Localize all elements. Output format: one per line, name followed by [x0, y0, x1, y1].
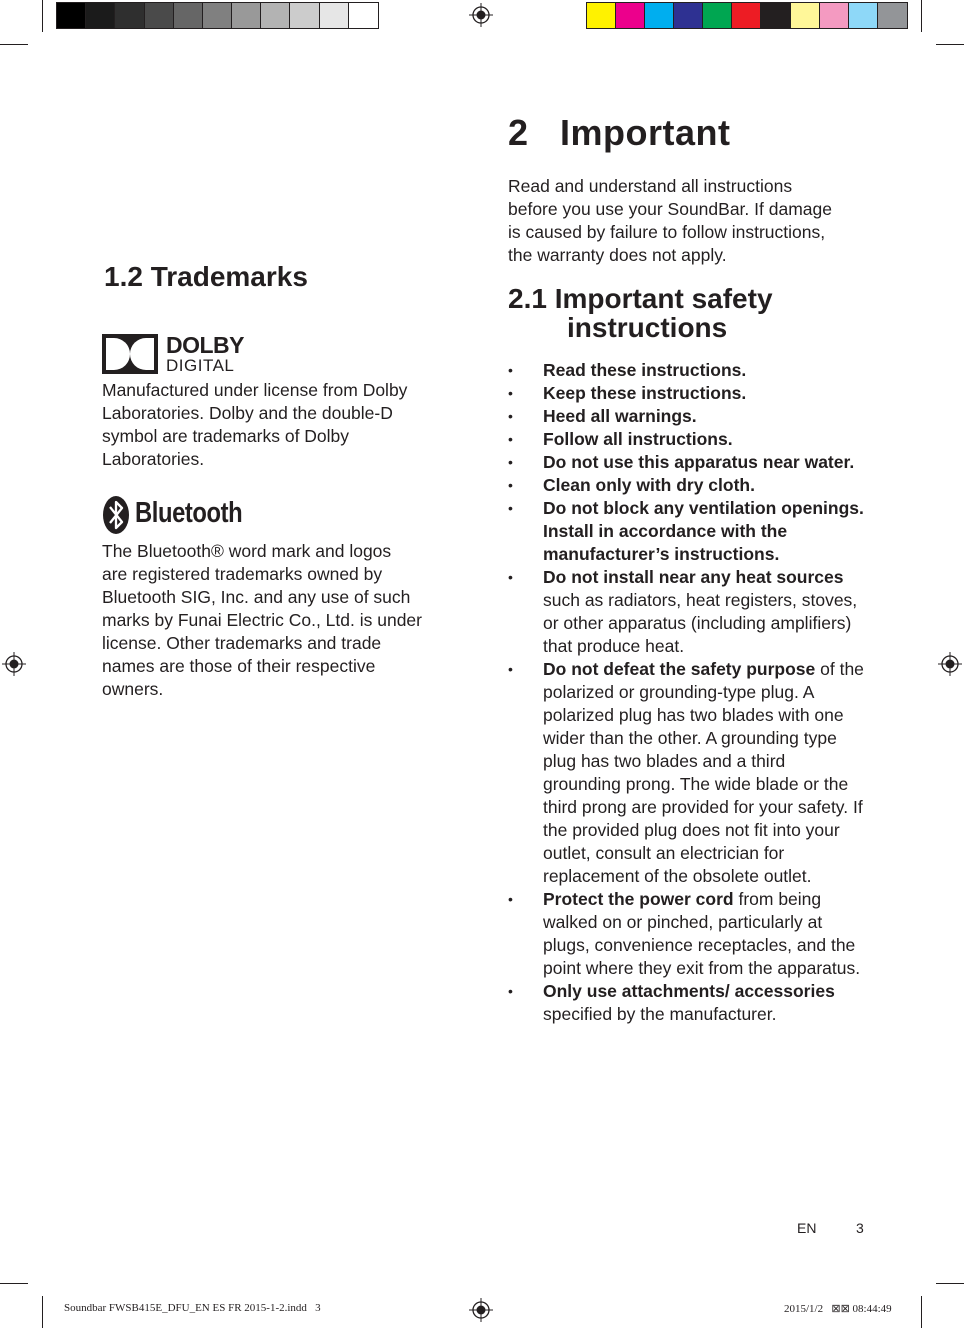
digital-wordmark: DIGITAL	[166, 356, 235, 375]
safety-item	[508, 497, 864, 566]
safety-item-text: specified by the manufacturer.	[543, 1004, 777, 1024]
safety-item	[508, 428, 864, 451]
crop-mark	[936, 44, 964, 45]
process-swatch	[616, 3, 645, 28]
safety-instructions-list	[508, 359, 864, 1026]
process-color-bar	[586, 2, 908, 29]
dolby-wordmark: DOLBY	[166, 332, 244, 358]
safety-item-text: such as radiators, heat registers, stoves, or other apparatus (including amplifiers) that produce heat.	[543, 590, 858, 656]
safety-item-bold: Clean only with dry cloth.	[543, 475, 755, 495]
safety-item-bold: Do not block any ventilation openings. Install in accordance with the manufacturer’s instructions.	[543, 498, 864, 564]
dolby-digital-logo	[102, 334, 272, 376]
process-swatch	[849, 3, 878, 28]
safety-item	[508, 451, 864, 474]
intro-text: Read and understand all instructions before you use your SoundBar. If damage is caused by failure to follow instructions, the warranty does not apply.	[508, 176, 832, 265]
gray-swatch	[145, 3, 174, 28]
safety-item-bold: Do not use this apparatus near water.	[543, 452, 855, 472]
safety-item-text: from being walked on or pinched, particularly at plugs, convenience receptacles, and the point where they exit from the apparatus.	[543, 889, 861, 978]
safety-item-bold: Keep these instructions.	[543, 383, 747, 403]
registration-mark-icon	[469, 3, 493, 27]
process-swatch	[878, 3, 907, 28]
slug-date: 2015/1/2 ⊠⊠ 08:44:49	[784, 1303, 892, 1315]
safety-item-bold: Only use attachments/ accessories	[543, 981, 835, 1001]
process-swatch	[587, 3, 616, 28]
gray-swatch	[290, 3, 319, 28]
process-swatch	[791, 3, 820, 28]
safety-item	[508, 658, 864, 888]
gray-swatch	[115, 3, 144, 28]
safety-item	[508, 980, 864, 1026]
safety-item-bold: Read these instructions.	[543, 360, 747, 380]
gray-swatch	[174, 3, 203, 28]
gray-swatch	[86, 3, 115, 28]
crop-mark	[936, 1283, 964, 1284]
safety-item	[508, 474, 864, 497]
safety-item-bold: Heed all warnings.	[543, 406, 697, 426]
bluetooth-logo	[102, 495, 272, 535]
safety-item-bold: Follow all instructions.	[543, 429, 733, 449]
language-label: EN	[797, 1220, 817, 1236]
page-number: 3	[856, 1220, 864, 1236]
crop-mark	[0, 1283, 28, 1284]
safety-item-bold: Do not install near any heat sources	[543, 567, 844, 587]
crop-mark	[42, 1296, 43, 1328]
safety-item-text: of the polarized or grounding-type plug. A polarized plug has two blades with one wider than the other. A grounding type plug has two blades and a third grounding prong. The wide blade or the third prong are provided for your safety. If the provided plug does not fit into your outlet, consult an electrician for replacement of the obsolete outlet.	[543, 659, 864, 886]
gray-swatch	[203, 3, 232, 28]
gray-swatch	[320, 3, 349, 28]
registration-mark-icon	[469, 1298, 493, 1322]
safety-heading: 2.1 Important safety instructions	[508, 283, 773, 343]
safety-item	[508, 382, 864, 405]
crop-mark	[0, 44, 28, 45]
crop-mark	[921, 1296, 922, 1328]
process-swatch	[761, 3, 790, 28]
safety-item	[508, 888, 864, 980]
process-swatch	[703, 3, 732, 28]
safety-item-bold: Protect the power cord	[543, 889, 734, 909]
safety-item	[508, 359, 864, 382]
process-swatch	[732, 3, 761, 28]
process-swatch	[674, 3, 703, 28]
crop-mark	[921, 0, 922, 32]
process-swatch	[645, 3, 674, 28]
gray-swatch	[232, 3, 261, 28]
crop-mark	[42, 0, 43, 32]
dolby-double-d-icon	[102, 334, 158, 374]
process-swatch	[820, 3, 849, 28]
grayscale-color-bar	[56, 2, 379, 29]
gray-swatch	[57, 3, 86, 28]
dolby-trademark-text: Manufactured under license from Dolby Laboratories. Dolby and the double-D symbol are trademarks of Dolby Laboratories.	[102, 380, 408, 469]
trademarks-heading: 1.2 Trademarks	[104, 261, 308, 292]
safety-item	[508, 405, 864, 428]
chapter-heading: 2 Important	[508, 112, 731, 153]
safety-item	[508, 566, 864, 658]
safety-item-bold: Do not defeat the safety purpose	[543, 659, 816, 679]
registration-mark-icon	[938, 652, 962, 676]
bluetooth-wordmark: Bluetooth	[135, 497, 243, 529]
bluetooth-trademark-text: The Bluetooth® word mark and logos are registered trademarks owned by Bluetooth SIG, Inc. and any use of such marks by Funai Electric Co., Ltd. is under license. Other trademarks and trade names are those of their respective owners.	[102, 541, 422, 699]
registration-mark-icon	[2, 652, 26, 676]
bluetooth-icon	[102, 495, 130, 535]
gray-swatch	[349, 3, 378, 28]
gray-swatch	[261, 3, 290, 28]
slug-file-name: Soundbar FWSB415E_DFU_EN ES FR 2015-1-2.indd 3	[64, 1302, 321, 1314]
